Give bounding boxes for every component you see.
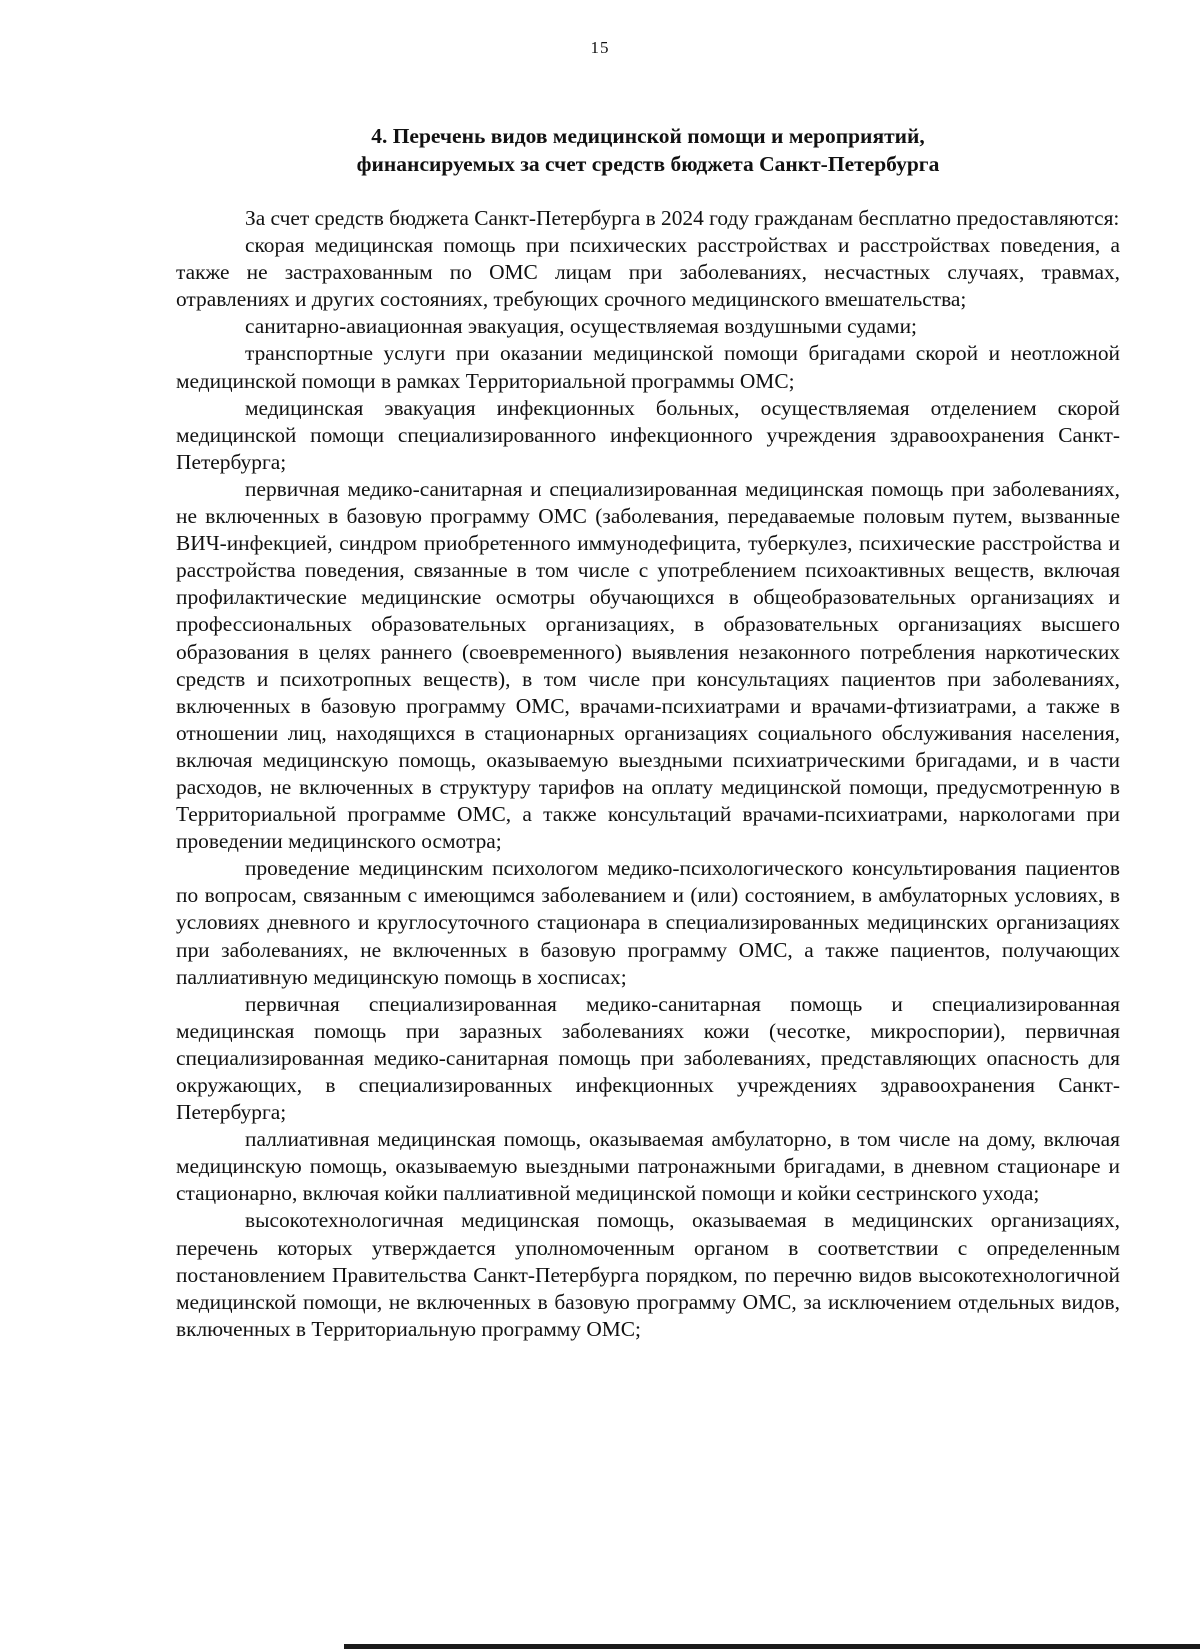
document-body: [176, 205, 1120, 1343]
paragraph-infectious-evacuation: медицинская эвакуация инфекционных больных, осуществляемая отделением скорой медицинской помощи специализированного инфекционного учреждения здравоохранения Санкт-Петербурга;: [176, 395, 1120, 474]
section-heading-line-1: 4. Перечень видов медицинской помощи и мероприятий,: [371, 124, 925, 148]
paragraph-palliative-care: паллиативная медицинская помощь, оказываемая амбулаторно, в том числе на дому, включая медицинскую помощь, оказываемую выездными патронажными бригадами, в дневном стационаре и стационарно, включая койки паллиативной медицинской помощи и койки сестринского ухода;: [176, 1127, 1120, 1206]
paragraph-intro: За счет средств бюджета Санкт-Петербурга в 2024 году гражданам бесплатно предоставляются:: [245, 206, 1120, 230]
paragraph-high-tech-care: высокотехнологичная медицинская помощь, оказываемая в медицинских организациях, перечень которых утверждается уполномоченным органом в соответствии с определенным постановлением Правительства Санкт-Петербурга порядком, по перечню видов высокотехнологичной медицинской помощи, не включенных в базовую программу ОМС, за исключением отдельных видов, включенных в Территориальную программу ОМС;: [176, 1208, 1120, 1341]
paragraph-psychological-counseling: проведение медицинским психологом медико-психологического консультирования пациентов по вопросам, связанным с имеющимся заболеванием и (или) состоянием, в амбулаторных условиях, в условиях дневного и круглосуточного стационара в специализированных медицинских организациях при заболеваниях, не включенных в базовую программу ОМС, а также пациентов, получающих паллиативную медицинскую помощь в хосписах;: [176, 856, 1120, 989]
paragraph-emergency-care: скорая медицинская помощь при психических расстройствах и расстройствах поведения, а также не застрахованным по ОМС лицам при заболеваниях, несчастных случаях, травмах, отравлениях и других состояниях, требующих срочного медицинского вмешательства;: [176, 233, 1120, 312]
paragraph-primary-specialized-care: первичная медико-санитарная и специализированная медицинская помощь при заболеваниях, не включенных в базовую программу ОМС (заболевания, передаваемые половым путем, вызванные ВИЧ-инфекцией, синдром приобретенного иммунодефицита, туберкулез, психические расстройства и расстройства поведения, связанные в том числе с употреблением психоактивных веществ, включая профилактические медицинские осмотры обучающихся в общеобразовательных организациях и профессиональных образовательных организациях, в образовательных организациях высшего образования в целях раннего (своевременного) выявления незаконного потребления наркотических средств и психотропных веществ), в том числе при консультациях пациентов при заболеваниях, включенных в базовую программу ОМС, врачами-психиатрами и врачами-фтизиатрами, а также в отношении лиц, находящихся в стационарных организациях социального обслуживания населения, включая медицинскую помощь, оказываемую выездными психиатрическими бригадами, и в части расходов, не включенных в структуру тарифов на оплату медицинской помощи, предусмотренную в Территориальной программе ОМС, а также консультаций врачами-психиатрами, наркологами при проведении медицинского осмотра;: [176, 476, 1120, 854]
page-number: 15: [590, 38, 610, 57]
paragraph-skin-diseases-care: первичная специализированная медико-санитарная помощь и специализированная медицинская помощь при заразных заболеваниях кожи (чесотке, микроспории), первичная специализированная медико-санитарная помощь при заболеваниях, представляющих опасность для окружающих, в специализированных инфекционных учреждениях здравоохранения Санкт-Петербурга;: [176, 991, 1120, 1125]
paragraph-transport-services: транспортные услуги при оказании медицинской помощи бригадами скорой и неотложной медицинской помощи в рамках Территориальной программы ОМС;: [176, 341, 1120, 393]
paragraph-air-evacuation: санитарно-авиационная эвакуация, осуществляемая воздушными судами;: [245, 314, 917, 339]
bottom-edge-line: [344, 1644, 1200, 1649]
section-heading: [176, 122, 1120, 178]
section-heading-line-2: финансируемых за счет средств бюджета Санкт-Петербурга: [356, 152, 940, 176]
